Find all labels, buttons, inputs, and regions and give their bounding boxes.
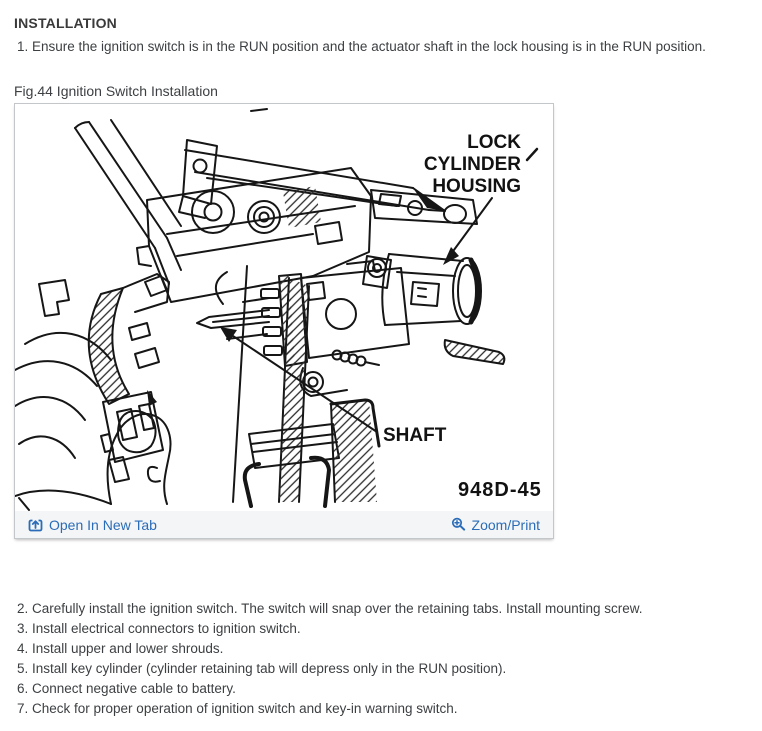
step-item-2: 2. Carefully install the ignition switch. The switch will snap over the retaining tabs. Install mounting screw. <box>17 601 643 616</box>
zoom-print-link[interactable] <box>451 517 540 533</box>
open-in-new-tab-icon <box>28 517 43 532</box>
page-title: INSTALLATION <box>14 15 117 31</box>
step-item-3: 3. Install electrical connectors to ignition switch. <box>17 621 301 636</box>
step-item-4: 4. Install upper and lower shrouds. <box>17 641 224 656</box>
open-in-new-tab-label: Open In New Tab <box>49 516 157 533</box>
open-in-new-tab-link[interactable] <box>28 517 157 533</box>
zoom-magnifier-icon <box>451 517 466 532</box>
ignition-switch-diagram <box>15 104 551 511</box>
figure-image <box>15 104 551 511</box>
zoom-print-label: Zoom/Print <box>471 516 540 533</box>
figure-panel <box>14 103 554 539</box>
step-item-5: 5. Install key cylinder (cylinder retaining tab will depress only in the RUN position). <box>17 661 507 676</box>
step-item-6: 6. Connect negative cable to battery. <box>17 681 236 696</box>
installation-steps <box>17 599 748 719</box>
figure-caption: Fig.44 Ignition Switch Installation <box>14 83 218 99</box>
label-lock-line1: LOCK <box>467 132 521 153</box>
label-lock-line3: HOUSING <box>432 176 521 197</box>
step-item-1: 1. Ensure the ignition switch is in the RUN position and the actuator shaft in the lock housing is in the RUN position. <box>17 39 706 54</box>
label-lock-line2: CYLINDER <box>423 154 521 175</box>
label-figure-code: 948D-45 <box>458 479 542 501</box>
label-shaft: SHAFT <box>383 425 447 446</box>
figure-toolbar <box>15 511 553 538</box>
step-item-7: 7. Check for proper operation of ignition switch and key-in warning switch. <box>17 701 458 716</box>
